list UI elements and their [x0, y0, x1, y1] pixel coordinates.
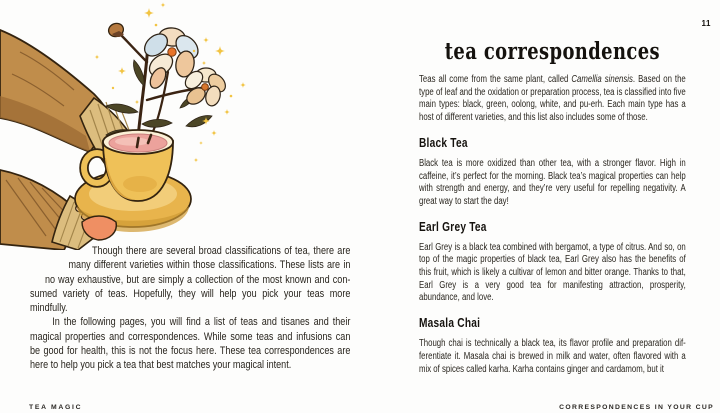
section-body-earl-grey: Earl Grey is a black tea combined with bergamot, a type of citrus. And so, on top of the magic properties of black tea, Earl Grey also has the benefits of this fruit, which is likely a cultivar of lemon and bitter orange. Thanks to that, Earl Grey is a very good tea for manifesting attraction, prosperity, abundance, and love.: [419, 241, 686, 304]
left-text-block: [30, 244, 350, 373]
intro-text-pre: Teas all come from the same plant, called: [419, 74, 572, 85]
intro-text-post: . Based on the type of leaf and the oxidation or preparation process, tea is classified into five main types: black, green, oolong, white, and pu-erh. Each main type has a host of different varieties, and this list also includes some of those.: [419, 74, 686, 124]
intro-paragraph: [419, 74, 686, 125]
section-heading-masala-chai: Masala Chai: [419, 315, 481, 331]
page-number: 11: [701, 19, 711, 28]
right-page: [360, 0, 720, 413]
running-footer-chapter-title: CORRESPONDENCES IN YOUR CUP: [559, 404, 714, 411]
running-footer-book-title: TEA MAGIC: [29, 404, 83, 411]
chapter-title: tea correspondences: [444, 38, 661, 65]
section-body-masala-chai: Though chai is technically a black tea, its flavor profile and preparation differentiate it. Masala chai is brewed in milk and water, often flavored with a mix of spices called karha. Karha contains ginger and cardamom, but it: [419, 338, 686, 375]
section-body-black-tea: Black tea is more oxidized than other tea, with a stronger flavor. High in caffeine, it’s perfect for the morning. Black tea’s magical properties can help with strength and energy, and they’re very useful for repelling negativity. A great way to start the day!: [419, 157, 686, 207]
right-text-column: [419, 0, 686, 376]
tea-offering-illustration: [0, 0, 330, 250]
body-paragraph: In the following pages, you will find a list of teas and tisanes and their magical properties and correspondences. While some teas and infusions can be good for health, this is not the focus here. These tea correspondences are here to help you pick a tea that best matches your magical intent.: [30, 316, 351, 372]
body-paragraph: Though there are several broad classifications of tea, there are many different varieties within those classifications. These lists are in no way exhaustive, but are simply a collection of the most known and consumed variety of teas. Hopefully, they will help you pick your teas more mindfully.: [30, 245, 351, 315]
section-heading-black-tea: Black Tea: [419, 134, 468, 150]
section-heading-earl-grey: Earl Grey Tea: [419, 218, 487, 234]
latin-plant-name: Camellia sinensis: [571, 74, 633, 85]
